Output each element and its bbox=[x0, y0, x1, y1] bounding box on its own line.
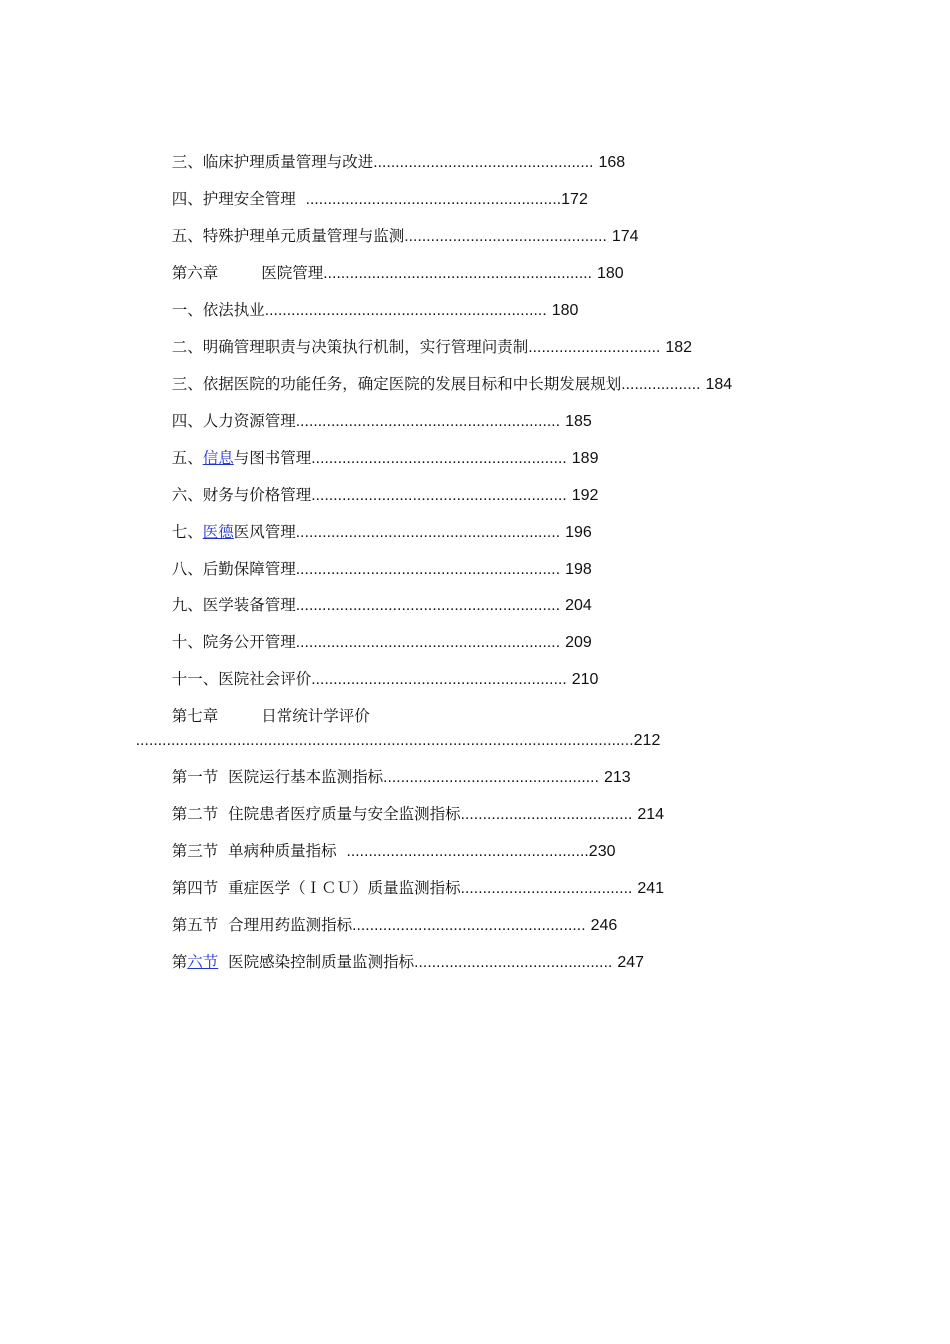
toc-entry-page: 182 bbox=[665, 339, 693, 356]
toc-entry[interactable] bbox=[152, 385, 592, 430]
toc-entry-page: 185 bbox=[565, 413, 592, 430]
toc-entry-leader: .............................................. bbox=[404, 228, 607, 245]
toc-entry[interactable] bbox=[152, 778, 665, 823]
toc-entry-leader: .................. bbox=[621, 376, 701, 393]
toc-entry-title: 六、财务与价格管理 bbox=[171, 486, 312, 504]
toc-entry-page: 168 bbox=[598, 154, 626, 171]
toc-entry-link[interactable]: 六节 bbox=[187, 953, 219, 971]
toc-entry-title: 第四节 重症医学（ＩＣＵ）质量监测指标 bbox=[171, 879, 461, 897]
toc-entry-leader: .......................................................... bbox=[311, 671, 567, 688]
toc-entry-title: 八、后勤保障管理 bbox=[171, 560, 296, 578]
toc-entry-title: 四、人力资源管理 bbox=[171, 412, 296, 430]
toc-entry-title: 三、依据医院的功能任务，确定医院的发展目标和中长期发展规划 bbox=[171, 375, 622, 393]
toc-entry-leader: ............................................................ bbox=[295, 524, 561, 541]
toc-entry[interactable] bbox=[152, 643, 599, 688]
toc-entry-title: 四、护理安全管理 bbox=[171, 190, 306, 208]
toc-entry-page: 246 bbox=[590, 917, 618, 934]
toc-entry[interactable] bbox=[152, 741, 631, 786]
toc-entry-suffix: 医风管理 bbox=[233, 523, 296, 541]
toc-entry-leader: .................................................. bbox=[373, 154, 594, 171]
toc-entry-title: 九、医学装备管理 bbox=[171, 596, 296, 614]
toc-entry-title: 二、明确管理职责与决策执行机制，实行管理问责制 bbox=[171, 338, 529, 356]
toc-entry-page: 192 bbox=[571, 487, 599, 504]
toc-entry-leader: ....................................... bbox=[460, 880, 633, 897]
toc-entry[interactable] bbox=[152, 311, 693, 356]
toc-entry-page: 209 bbox=[565, 634, 592, 651]
toc-entry-title: 五、特殊护理单元质量管理与监测 bbox=[171, 227, 405, 245]
toc-entry-title: 第二节 住院患者医疗质量与安全监测指标 bbox=[171, 805, 461, 823]
toc-entry-page: 204 bbox=[565, 597, 592, 614]
toc-entry[interactable] bbox=[152, 569, 592, 614]
toc-entry[interactable] bbox=[152, 606, 592, 651]
toc-entry-leader: .......................................................... bbox=[311, 450, 567, 467]
toc-entry-page: 210 bbox=[571, 671, 599, 688]
toc-entry[interactable] bbox=[152, 126, 626, 171]
toc-chapter-leader-line[interactable] bbox=[116, 704, 661, 749]
toc-entry[interactable] bbox=[152, 274, 579, 319]
toc-entry-leader: ............................................................. bbox=[323, 265, 593, 282]
toc-entry-leader: ............................................................ bbox=[295, 561, 561, 578]
toc-entry-prefix: 七、 bbox=[171, 523, 203, 541]
toc-entry-page: 196 bbox=[565, 524, 592, 541]
toc-entry-leader: ....................................................... bbox=[346, 843, 589, 860]
toc-entry[interactable] bbox=[152, 200, 639, 245]
toc-entry[interactable] bbox=[152, 815, 616, 860]
toc-entry-title: 三、临床护理质量管理与改进 bbox=[171, 153, 374, 171]
chapter-title: 医院管理 bbox=[261, 264, 324, 282]
chapter-number: 第七章 bbox=[171, 707, 219, 725]
toc-entry[interactable] bbox=[152, 422, 599, 467]
toc-entry-leader: ............................................................ bbox=[295, 597, 561, 614]
toc-entry-page: 180 bbox=[596, 265, 624, 282]
toc-entry-leader: ............................................................ bbox=[295, 413, 561, 430]
toc-entry-leader: .......................................................... bbox=[311, 487, 567, 504]
toc-entry[interactable] bbox=[152, 852, 665, 897]
toc-entry-link[interactable]: 信息 bbox=[202, 449, 234, 467]
toc-entry-suffix: 与图书管理 bbox=[233, 449, 312, 467]
toc-entry-page: 172 bbox=[561, 191, 588, 208]
toc-entry-title: 十、院务公开管理 bbox=[171, 633, 296, 651]
toc-entry[interactable] bbox=[152, 496, 592, 541]
toc-entry-title: 一、依法执业 bbox=[171, 301, 265, 319]
toc-entry-title: 十一、医院社会评价 bbox=[171, 670, 312, 688]
toc-entry-page: 189 bbox=[571, 450, 599, 467]
toc-entry-prefix: 第 bbox=[171, 953, 188, 971]
toc-entry-prefix: 五、 bbox=[171, 449, 203, 467]
toc-entry-title: 第五节 合理用药监测指标 bbox=[171, 916, 353, 934]
toc-entry[interactable] bbox=[152, 889, 618, 934]
toc-entry-page: 180 bbox=[551, 302, 579, 319]
toc-entry-leader: ................................................. bbox=[383, 769, 599, 786]
toc-entry-page: 212 bbox=[633, 732, 661, 749]
toc-entry-page: 184 bbox=[705, 376, 733, 393]
toc-entry[interactable] bbox=[152, 163, 588, 208]
toc-entry-leader: ..................................................... bbox=[352, 917, 586, 934]
toc-entry[interactable] bbox=[152, 459, 599, 504]
toc-entry[interactable] bbox=[152, 348, 733, 393]
toc-chapter-entry[interactable] bbox=[152, 237, 624, 282]
toc-entry-page: 241 bbox=[637, 880, 665, 897]
toc-entry-leader: .............................. bbox=[528, 339, 661, 356]
toc-entry-page: 174 bbox=[611, 228, 639, 245]
toc-entry-title: 第三节 单病种质量指标 bbox=[171, 842, 347, 860]
toc-entry-page: 247 bbox=[617, 954, 645, 971]
toc-entry-suffix: 医院感染控制质量监测指标 bbox=[218, 953, 415, 971]
toc-entry-leader: ............................................. bbox=[414, 954, 613, 971]
toc-chapter-entry[interactable] bbox=[152, 680, 370, 725]
toc-entry-leader: ................................................................................................................. bbox=[135, 732, 634, 749]
chapter-number: 第六章 bbox=[171, 264, 219, 282]
toc-entry-leader: ....................................... bbox=[460, 806, 633, 823]
toc-entry-link[interactable]: 医德 bbox=[202, 523, 234, 541]
toc-entry-leader: ................................................................ bbox=[264, 302, 547, 319]
toc-entry-leader: .......................................................... bbox=[305, 191, 562, 208]
chapter-title: 日常统计学评价 bbox=[261, 707, 370, 725]
toc-entry[interactable] bbox=[152, 533, 592, 578]
toc-entry[interactable] bbox=[152, 926, 645, 971]
toc-entry-page: 214 bbox=[637, 806, 665, 823]
toc-entry-title: 第一节 医院运行基本监测指标 bbox=[171, 768, 384, 786]
toc-entry-page: 230 bbox=[588, 843, 616, 860]
toc-entry-page: 198 bbox=[565, 561, 592, 578]
toc-entry-leader: ............................................................ bbox=[295, 634, 561, 651]
toc-entry-page: 213 bbox=[603, 769, 631, 786]
